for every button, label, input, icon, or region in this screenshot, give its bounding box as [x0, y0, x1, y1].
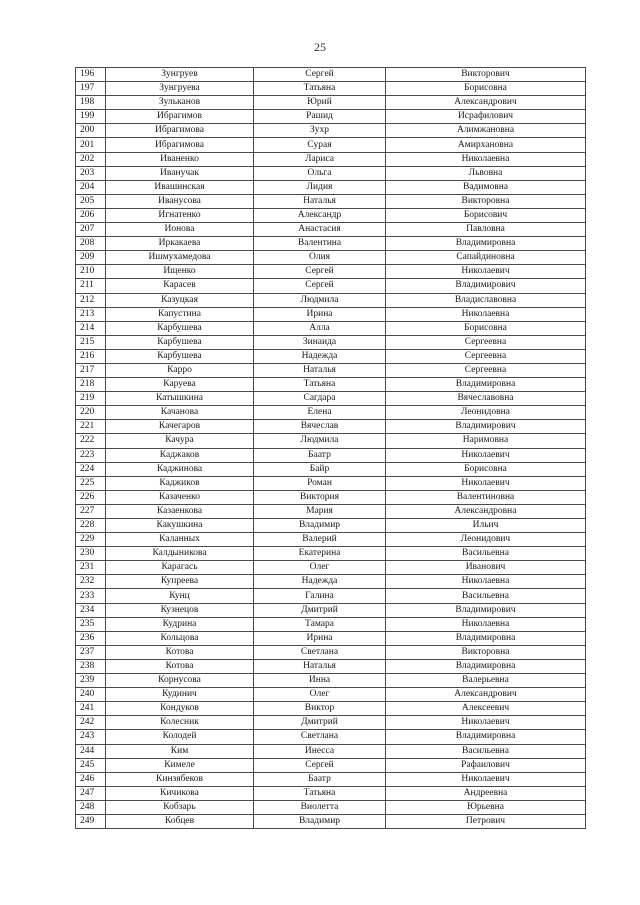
first-name-cell: Анастасия — [254, 223, 386, 237]
roster-table — [75, 67, 586, 829]
first-name-cell: Надежда — [254, 575, 386, 589]
patronymic-cell: Николаевич — [386, 448, 586, 462]
row-number: 241 — [76, 702, 106, 716]
patronymic-cell: Петрович — [386, 814, 586, 828]
row-number: 236 — [76, 631, 106, 645]
surname-cell: Кондуков — [106, 702, 254, 716]
patronymic-cell: Алимжановна — [386, 124, 586, 138]
surname-cell: Качегаров — [106, 420, 254, 434]
surname-cell: Карасев — [106, 279, 254, 293]
patronymic-cell: Николаевич — [386, 716, 586, 730]
patronymic-cell: Владимировна — [386, 631, 586, 645]
patronymic-cell: Владиславовна — [386, 293, 586, 307]
patronymic-cell: Владимирович — [386, 420, 586, 434]
first-name-cell: Дмитрий — [254, 603, 386, 617]
first-name-cell: Юрий — [254, 96, 386, 110]
surname-cell: Ишмухамедова — [106, 251, 254, 265]
patronymic-cell: Николаевна — [386, 575, 586, 589]
table-row — [76, 307, 586, 321]
table-row — [76, 674, 586, 688]
patronymic-cell: Борисовна — [386, 82, 586, 96]
table-row — [76, 321, 586, 335]
table-row — [76, 476, 586, 490]
row-number: 213 — [76, 307, 106, 321]
table-row — [76, 223, 586, 237]
first-name-cell: Виктор — [254, 702, 386, 716]
table-row — [76, 349, 586, 363]
table-row — [76, 659, 586, 673]
table-row — [76, 138, 586, 152]
table-row — [76, 688, 586, 702]
table-row — [76, 420, 586, 434]
surname-cell: Какушкина — [106, 519, 254, 533]
patronymic-cell: Александрович — [386, 688, 586, 702]
surname-cell: Купреева — [106, 575, 254, 589]
first-name-cell: Инна — [254, 674, 386, 688]
table-row — [76, 96, 586, 110]
table-row — [76, 603, 586, 617]
first-name-cell: Баатр — [254, 448, 386, 462]
first-name-cell: Тамара — [254, 617, 386, 631]
first-name-cell: Сергей — [254, 265, 386, 279]
first-name-cell: Сергей — [254, 279, 386, 293]
table-row — [76, 251, 586, 265]
surname-cell: Ким — [106, 744, 254, 758]
surname-cell: Ибрагимова — [106, 124, 254, 138]
patronymic-cell: Амирхановна — [386, 138, 586, 152]
table-row — [76, 716, 586, 730]
patronymic-cell: Ильич — [386, 519, 586, 533]
row-number: 233 — [76, 589, 106, 603]
first-name-cell: Алла — [254, 321, 386, 335]
patronymic-cell: Вадимовна — [386, 180, 586, 194]
row-number: 234 — [76, 603, 106, 617]
table-row — [76, 265, 586, 279]
first-name-cell: Татьяна — [254, 82, 386, 96]
first-name-cell: Галина — [254, 589, 386, 603]
table-row — [76, 561, 586, 575]
table-row — [76, 194, 586, 208]
first-name-cell: Екатерина — [254, 547, 386, 561]
row-number: 240 — [76, 688, 106, 702]
first-name-cell: Валерий — [254, 533, 386, 547]
patronymic-cell: Сергеевна — [386, 363, 586, 377]
row-number: 237 — [76, 645, 106, 659]
first-name-cell: Олия — [254, 251, 386, 265]
patronymic-cell: Васильевна — [386, 547, 586, 561]
row-number: 209 — [76, 251, 106, 265]
table-row — [76, 786, 586, 800]
patronymic-cell: Юрьевна — [386, 800, 586, 814]
surname-cell: Карбушева — [106, 321, 254, 335]
first-name-cell: Елена — [254, 406, 386, 420]
first-name-cell: Светлана — [254, 645, 386, 659]
surname-cell: Качура — [106, 434, 254, 448]
patronymic-cell: Викторовна — [386, 645, 586, 659]
surname-cell: Калдыникова — [106, 547, 254, 561]
surname-cell: Кичикова — [106, 786, 254, 800]
row-number: 199 — [76, 110, 106, 124]
first-name-cell: Рашид — [254, 110, 386, 124]
first-name-cell: Сагдара — [254, 392, 386, 406]
table-row — [76, 110, 586, 124]
patronymic-cell: Васильевна — [386, 589, 586, 603]
patronymic-cell: Леонидовна — [386, 406, 586, 420]
table-row — [76, 575, 586, 589]
row-number: 246 — [76, 772, 106, 786]
surname-cell: Капустина — [106, 307, 254, 321]
patronymic-cell: Владимировна — [386, 237, 586, 251]
row-number: 208 — [76, 237, 106, 251]
patronymic-cell: Андреевна — [386, 786, 586, 800]
patronymic-cell: Николаевич — [386, 476, 586, 490]
table-row — [76, 504, 586, 518]
first-name-cell: Олег — [254, 688, 386, 702]
row-number: 231 — [76, 561, 106, 575]
table-row — [76, 589, 586, 603]
surname-cell: Иванусова — [106, 194, 254, 208]
patronymic-cell: Валерьевна — [386, 674, 586, 688]
table-row — [76, 533, 586, 547]
row-number: 215 — [76, 335, 106, 349]
patronymic-cell: Владимирович — [386, 603, 586, 617]
first-name-cell: Виктория — [254, 490, 386, 504]
surname-cell: Котова — [106, 645, 254, 659]
row-number: 211 — [76, 279, 106, 293]
patronymic-cell: Борисовна — [386, 462, 586, 476]
table-row — [76, 645, 586, 659]
patronymic-cell: Валентиновна — [386, 490, 586, 504]
first-name-cell: Инесса — [254, 744, 386, 758]
first-name-cell: Надежда — [254, 349, 386, 363]
surname-cell: Иваненко — [106, 152, 254, 166]
surname-cell: Казуцкая — [106, 293, 254, 307]
table-row — [76, 617, 586, 631]
table-row — [76, 406, 586, 420]
surname-cell: Колесник — [106, 716, 254, 730]
table-row — [76, 547, 586, 561]
surname-cell: Катышкина — [106, 392, 254, 406]
surname-cell: Ибрагимова — [106, 138, 254, 152]
surname-cell: Игнатенко — [106, 208, 254, 222]
table-row — [76, 293, 586, 307]
row-number: 197 — [76, 82, 106, 96]
row-number: 218 — [76, 378, 106, 392]
row-number: 219 — [76, 392, 106, 406]
surname-cell: Кунц — [106, 589, 254, 603]
surname-cell: Кинзябеков — [106, 772, 254, 786]
row-number: 243 — [76, 730, 106, 744]
first-name-cell: Зинаида — [254, 335, 386, 349]
surname-cell: Карро — [106, 363, 254, 377]
table-row — [76, 814, 586, 828]
surname-cell: Каруева — [106, 378, 254, 392]
first-name-cell: Сурая — [254, 138, 386, 152]
row-number: 249 — [76, 814, 106, 828]
surname-cell: Корнусова — [106, 674, 254, 688]
surname-cell: Кольцова — [106, 631, 254, 645]
patronymic-cell: Владимирович — [386, 279, 586, 293]
patronymic-cell: Леонидович — [386, 533, 586, 547]
row-number: 247 — [76, 786, 106, 800]
page-number: 25 — [314, 40, 326, 54]
surname-cell: Казаенкова — [106, 504, 254, 518]
row-number: 229 — [76, 533, 106, 547]
first-name-cell: Наталья — [254, 363, 386, 377]
row-number: 224 — [76, 462, 106, 476]
table-row — [76, 363, 586, 377]
surname-cell: Каланных — [106, 533, 254, 547]
row-number: 210 — [76, 265, 106, 279]
row-number: 207 — [76, 223, 106, 237]
surname-cell: Карбушева — [106, 349, 254, 363]
surname-cell: Ионова — [106, 223, 254, 237]
surname-cell: Колодей — [106, 730, 254, 744]
table-row — [76, 730, 586, 744]
table-row — [76, 335, 586, 349]
table-row — [76, 180, 586, 194]
row-number: 212 — [76, 293, 106, 307]
first-name-cell: Татьяна — [254, 378, 386, 392]
patronymic-cell: Сергеевна — [386, 349, 586, 363]
row-number: 203 — [76, 166, 106, 180]
surname-cell: Карбушева — [106, 335, 254, 349]
surname-cell: Кудинич — [106, 688, 254, 702]
surname-cell: Каджаков — [106, 448, 254, 462]
first-name-cell: Лариса — [254, 152, 386, 166]
row-number: 202 — [76, 152, 106, 166]
table-row — [76, 434, 586, 448]
surname-cell: Иркакаева — [106, 237, 254, 251]
surname-cell: Ибрагимов — [106, 110, 254, 124]
first-name-cell: Роман — [254, 476, 386, 490]
row-number: 214 — [76, 321, 106, 335]
surname-cell: Котова — [106, 659, 254, 673]
first-name-cell: Татьяна — [254, 786, 386, 800]
patronymic-cell: Владимировна — [386, 730, 586, 744]
row-number: 198 — [76, 96, 106, 110]
row-number: 205 — [76, 194, 106, 208]
patronymic-cell: Борисович — [386, 208, 586, 222]
table-row — [76, 800, 586, 814]
first-name-cell: Валентина — [254, 237, 386, 251]
first-name-cell: Вячеслав — [254, 420, 386, 434]
patronymic-cell: Вячеславовна — [386, 392, 586, 406]
table-row — [76, 744, 586, 758]
row-number: 201 — [76, 138, 106, 152]
table-row — [76, 124, 586, 138]
table-row — [76, 462, 586, 476]
table-row — [76, 166, 586, 180]
row-number: 226 — [76, 490, 106, 504]
row-number: 220 — [76, 406, 106, 420]
surname-cell: Кудрина — [106, 617, 254, 631]
surname-cell: Кузнецов — [106, 603, 254, 617]
first-name-cell: Баатр — [254, 772, 386, 786]
surname-cell: Казаченко — [106, 490, 254, 504]
row-number: 196 — [76, 68, 106, 82]
patronymic-cell: Сергеевна — [386, 335, 586, 349]
patronymic-cell: Львовна — [386, 166, 586, 180]
patronymic-cell: Николаевна — [386, 307, 586, 321]
surname-cell: Каджинова — [106, 462, 254, 476]
first-name-cell: Ольга — [254, 166, 386, 180]
table-row — [76, 237, 586, 251]
row-number: 221 — [76, 420, 106, 434]
first-name-cell: Сергей — [254, 68, 386, 82]
surname-cell: Кобзарь — [106, 800, 254, 814]
row-number: 238 — [76, 659, 106, 673]
table-row — [76, 68, 586, 82]
row-number: 248 — [76, 800, 106, 814]
patronymic-cell: Рафаилович — [386, 758, 586, 772]
table-row — [76, 631, 586, 645]
patronymic-cell: Николаевич — [386, 772, 586, 786]
surname-cell: Каджиков — [106, 476, 254, 490]
table-row — [76, 208, 586, 222]
row-number: 230 — [76, 547, 106, 561]
surname-cell: Кобцев — [106, 814, 254, 828]
row-number: 216 — [76, 349, 106, 363]
first-name-cell: Виолетта — [254, 800, 386, 814]
table-row — [76, 758, 586, 772]
surname-cell: Зунгруева — [106, 82, 254, 96]
row-number: 204 — [76, 180, 106, 194]
surname-cell: Зунгруев — [106, 68, 254, 82]
first-name-cell: Ирина — [254, 631, 386, 645]
table-row — [76, 152, 586, 166]
table-row — [76, 490, 586, 504]
table-row — [76, 772, 586, 786]
roster-body — [76, 68, 586, 829]
first-name-cell: Светлана — [254, 730, 386, 744]
table-row — [76, 702, 586, 716]
first-name-cell: Сергей — [254, 758, 386, 772]
table-row — [76, 392, 586, 406]
first-name-cell: Людмила — [254, 434, 386, 448]
patronymic-cell: Викторовна — [386, 194, 586, 208]
patronymic-cell: Николаевна — [386, 152, 586, 166]
row-number: 222 — [76, 434, 106, 448]
surname-cell: Качанова — [106, 406, 254, 420]
table-row — [76, 378, 586, 392]
row-number: 225 — [76, 476, 106, 490]
first-name-cell: Мария — [254, 504, 386, 518]
row-number: 235 — [76, 617, 106, 631]
patronymic-cell: Владимировна — [386, 659, 586, 673]
patronymic-cell: Павловна — [386, 223, 586, 237]
patronymic-cell: Викторович — [386, 68, 586, 82]
row-number: 245 — [76, 758, 106, 772]
row-number: 232 — [76, 575, 106, 589]
row-number: 206 — [76, 208, 106, 222]
patronymic-cell: Владимировна — [386, 378, 586, 392]
first-name-cell: Наталья — [254, 659, 386, 673]
first-name-cell: Олег — [254, 561, 386, 575]
first-name-cell: Владимир — [254, 519, 386, 533]
row-number: 223 — [76, 448, 106, 462]
patronymic-cell: Николаевич — [386, 265, 586, 279]
first-name-cell: Владимир — [254, 814, 386, 828]
surname-cell: Кимеле — [106, 758, 254, 772]
first-name-cell: Лидия — [254, 180, 386, 194]
patronymic-cell: Васильевна — [386, 744, 586, 758]
patronymic-cell: Алексеевич — [386, 702, 586, 716]
row-number: 217 — [76, 363, 106, 377]
surname-cell: Карагась — [106, 561, 254, 575]
patronymic-cell: Иванович — [386, 561, 586, 575]
first-name-cell: Людмила — [254, 293, 386, 307]
table-row — [76, 279, 586, 293]
patronymic-cell: Сапайдиновна — [386, 251, 586, 265]
table-row — [76, 448, 586, 462]
table-row — [76, 519, 586, 533]
patronymic-cell: Николаевна — [386, 617, 586, 631]
patronymic-cell: Борисовна — [386, 321, 586, 335]
first-name-cell: Ирина — [254, 307, 386, 321]
row-number: 200 — [76, 124, 106, 138]
first-name-cell: Александр — [254, 208, 386, 222]
surname-cell: Зульканов — [106, 96, 254, 110]
row-number: 239 — [76, 674, 106, 688]
patronymic-cell: Наримовна — [386, 434, 586, 448]
row-number: 242 — [76, 716, 106, 730]
patronymic-cell: Александрович — [386, 96, 586, 110]
surname-cell: Ивашинская — [106, 180, 254, 194]
patronymic-cell: Исрафилович — [386, 110, 586, 124]
first-name-cell: Дмитрий — [254, 716, 386, 730]
table-row — [76, 82, 586, 96]
surname-cell: Иванучак — [106, 166, 254, 180]
surname-cell: Ищенко — [106, 265, 254, 279]
row-number: 227 — [76, 504, 106, 518]
row-number: 244 — [76, 744, 106, 758]
first-name-cell: Наталья — [254, 194, 386, 208]
row-number: 228 — [76, 519, 106, 533]
patronymic-cell: Александровна — [386, 504, 586, 518]
first-name-cell: Байр — [254, 462, 386, 476]
first-name-cell: Зухр — [254, 124, 386, 138]
